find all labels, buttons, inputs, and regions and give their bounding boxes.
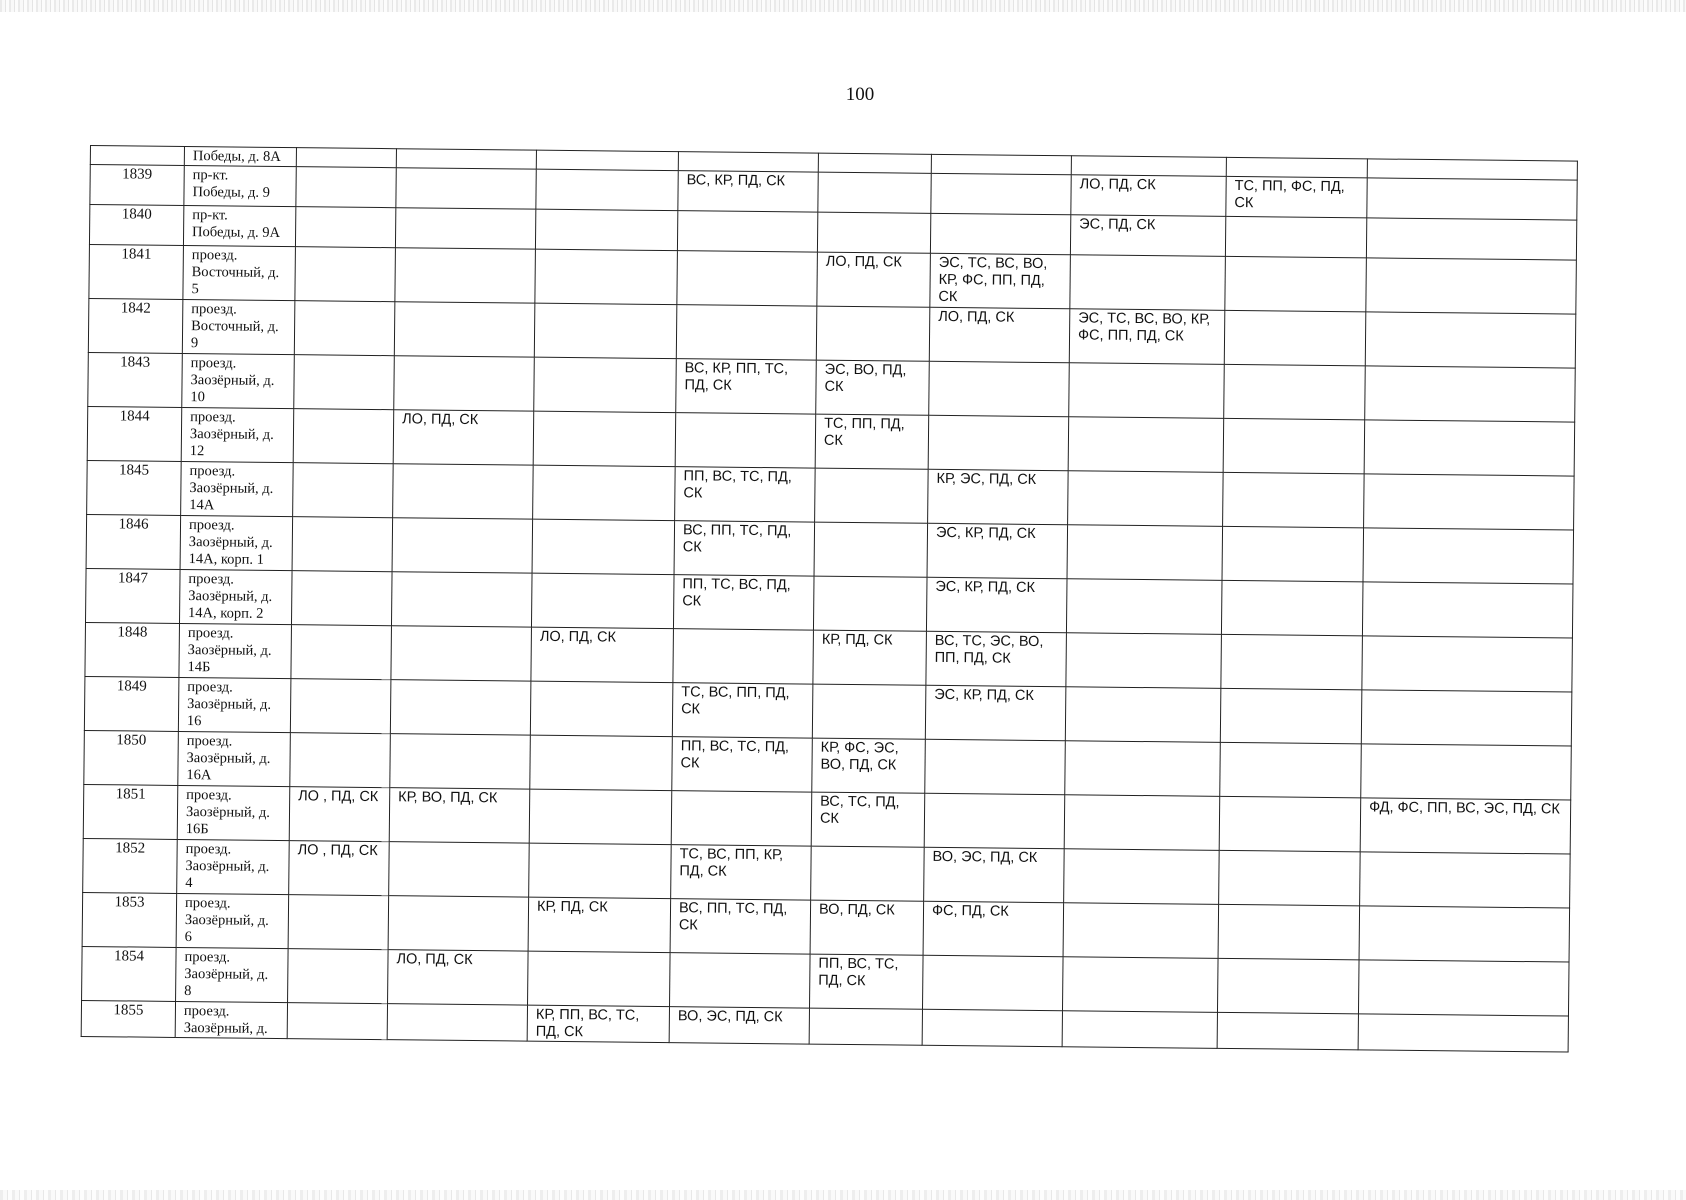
address-cell: проезд. Заозёрный, д. 14А, корп. 1	[180, 515, 293, 570]
service-codes-cell	[678, 152, 818, 172]
service-codes-cell	[1220, 742, 1362, 797]
service-codes-cell	[291, 571, 392, 626]
service-codes-cell	[1064, 795, 1220, 851]
service-codes-cell	[536, 150, 678, 170]
service-codes-cell: ЭС, ТС, ВС, ВО, КР, ФС, ПП, ПД, СК	[1069, 309, 1225, 365]
service-codes-cell: КР, ВО, ПД, СК	[389, 788, 530, 843]
service-codes-cell	[1362, 636, 1573, 692]
service-codes-cell	[1361, 690, 1572, 746]
service-codes-cell	[293, 463, 394, 518]
service-codes-cell	[815, 468, 929, 523]
service-codes-cell: ВС, ПП, ТС, ПД, СК	[670, 899, 811, 954]
address-cell: проезд. Заозёрный, д. 16	[178, 677, 291, 732]
service-codes-cell	[671, 791, 812, 846]
service-codes-cell	[817, 212, 930, 253]
row-number-cell	[90, 146, 184, 166]
service-codes-cell	[1224, 364, 1366, 419]
service-codes-cell	[395, 208, 535, 249]
service-codes-cell	[809, 1008, 922, 1045]
service-codes-cell	[391, 626, 532, 681]
service-codes-cell: ЛО, ПД, СК	[388, 950, 529, 1005]
service-codes-cell	[1068, 417, 1224, 473]
service-codes-cell	[1066, 579, 1222, 635]
service-codes-cell	[931, 154, 1071, 174]
service-codes-cell	[1069, 363, 1225, 419]
service-codes-cell	[812, 684, 926, 739]
service-codes-cell	[1358, 1014, 1568, 1052]
service-codes-cell: КР, ПП, ВС, ТС, ПД, СК	[527, 1005, 669, 1042]
service-codes-cell: ВС, КР, ПП, ТС, ПД, СК	[676, 359, 817, 414]
service-codes-cell	[294, 301, 395, 356]
row-number-cell: 1842	[88, 298, 183, 353]
service-codes-cell	[534, 357, 677, 412]
service-codes-cell	[677, 251, 818, 306]
service-codes-cell	[388, 896, 529, 951]
service-codes-cell	[536, 169, 678, 210]
service-codes-cell	[1221, 634, 1363, 689]
address-cell: проезд. Заозёрный, д. 16Б	[177, 785, 290, 840]
service-codes-cell	[929, 361, 1070, 416]
row-number-cell: 1846	[86, 514, 181, 569]
scan-edge-top	[0, 0, 1686, 12]
service-codes-cell: ВО, ПД, СК	[810, 900, 924, 955]
service-codes-cell	[814, 522, 928, 577]
row-number-cell: 1852	[83, 838, 178, 893]
service-codes-cell: ТС, ВС, ПП, ПД, СК	[672, 683, 813, 738]
service-codes-cell	[532, 519, 675, 574]
service-codes-cell	[1064, 849, 1220, 905]
row-number-cell: 1847	[85, 568, 180, 623]
service-codes-cell	[534, 303, 677, 358]
service-codes-cell	[1366, 258, 1577, 314]
service-codes-cell	[922, 955, 1063, 1010]
service-codes-cell	[930, 213, 1070, 254]
service-codes-cell	[295, 207, 395, 248]
row-number-cell: 1854	[82, 946, 177, 1001]
address-cell: Победы, д. 8А	[184, 146, 296, 166]
service-codes-cell: КР, ЭС, ПД, СК	[928, 469, 1069, 524]
service-codes-cell	[1225, 256, 1367, 311]
service-codes-cell: ЛО , ПД, СК	[289, 787, 390, 842]
service-codes-cell	[287, 1003, 387, 1040]
address-cell: проезд. Заозёрный, д.	[175, 1001, 287, 1038]
service-codes-cell	[1067, 525, 1223, 581]
service-codes-cell: ТС, ВС, ПП, КР, ПД, СК	[671, 845, 812, 900]
service-codes-cell	[392, 518, 533, 573]
service-codes-cell	[288, 949, 389, 1004]
table-body	[81, 146, 1577, 1053]
service-codes-cell	[1226, 157, 1367, 177]
service-codes-cell	[1065, 687, 1221, 743]
service-codes-cell	[1365, 312, 1576, 368]
service-codes-cell: ФД, ФС, ПП, ВС, ЭС, ПД, СК	[1360, 798, 1571, 854]
service-codes-cell	[1071, 156, 1226, 177]
service-codes-cell	[1217, 1012, 1358, 1049]
service-codes-cell	[533, 411, 676, 466]
service-codes-cell	[1219, 796, 1361, 851]
service-codes-cell	[924, 793, 1065, 848]
service-codes-cell	[396, 149, 536, 169]
service-codes-cell	[1362, 582, 1573, 638]
service-codes-cell	[1219, 850, 1361, 905]
service-codes-cell	[296, 167, 396, 208]
row-number-cell: 1843	[88, 352, 183, 407]
row-number-cell: 1851	[83, 784, 178, 839]
service-codes-cell	[396, 168, 536, 209]
service-codes-cell	[1062, 1011, 1217, 1049]
row-number-cell: 1845	[87, 460, 182, 515]
service-codes-cell: ВО, ЭС, ПД, СК	[669, 1007, 809, 1044]
service-codes-cell: ВС, КР, ПД, СК	[678, 171, 818, 212]
service-codes-cell	[290, 733, 391, 788]
service-codes-cell: ЛО, ПД, СК	[1071, 175, 1226, 217]
page-number: 100	[845, 84, 875, 105]
service-codes-cell: ЭС, КР, ПД, СК	[925, 685, 1066, 740]
service-codes-cell	[529, 789, 672, 844]
service-codes-cell	[1223, 472, 1365, 527]
service-codes-cell	[1065, 741, 1221, 797]
service-codes-cell	[1068, 471, 1224, 527]
service-codes-cell	[288, 895, 389, 950]
service-codes-cell	[1224, 310, 1366, 365]
service-codes-cell	[813, 576, 927, 631]
service-codes-cell	[1217, 958, 1359, 1013]
service-codes-cell: ПП, ТС, ВС, ПД, СК	[673, 575, 814, 630]
service-codes-cell: ЛО, ПД, СК	[817, 252, 931, 307]
service-codes-cell	[1223, 418, 1365, 473]
service-codes-cell: ПП, ВС, ТС, ПД, СК	[810, 954, 924, 1009]
service-codes-cell	[389, 842, 530, 897]
service-codes-cell	[1358, 960, 1569, 1016]
service-codes-cell: ТС, ПП, ФС, ПД, СК	[1226, 176, 1367, 217]
address-cell: проезд. Заозёрный, д. 6	[176, 893, 289, 948]
service-codes-cell: ВС, ТС, ПД, СК	[811, 792, 925, 847]
service-codes-cell	[1364, 474, 1575, 530]
row-number-cell: 1841	[89, 244, 184, 299]
service-codes-cell: ЛО , ПД, СК	[289, 841, 390, 896]
service-codes-cell: КР, ФС, ЭС, ВО, ПД, СК	[812, 738, 926, 793]
service-codes-cell	[535, 249, 678, 304]
service-codes-cell	[1221, 580, 1363, 635]
service-codes-cell	[1365, 366, 1576, 422]
service-codes-cell	[925, 739, 1066, 794]
row-number-cell: 1849	[84, 676, 179, 731]
address-cell: пр-кт. Победы, д. 9А	[183, 205, 295, 246]
row-number-cell: 1848	[85, 622, 180, 677]
service-codes-cell: ЭС, КР, ПД, СК	[927, 523, 1068, 578]
service-codes-cell	[1070, 255, 1226, 311]
service-codes-cell	[292, 517, 393, 572]
service-codes-cell	[531, 573, 674, 628]
address-cell: проезд. Заозёрный, д. 14Б	[179, 623, 292, 678]
service-codes-cell	[1361, 744, 1572, 800]
service-codes-cell	[387, 1004, 527, 1041]
service-codes-cell: ЛО, ПД, СК	[531, 627, 674, 682]
service-codes-cell	[395, 248, 536, 303]
row-number-cell: 1853	[82, 892, 177, 947]
service-codes-cell	[1364, 420, 1575, 476]
service-codes-cell	[811, 846, 925, 901]
service-codes-cell	[290, 679, 391, 734]
service-codes-cell	[293, 409, 394, 464]
service-codes-cell	[818, 172, 931, 213]
schedule-table	[81, 145, 1578, 1053]
address-cell: проезд. Восточный, д. 9	[182, 299, 295, 354]
service-codes-cell	[528, 951, 671, 1006]
address-cell: проезд. Заозёрный, д. 10	[182, 353, 295, 408]
address-cell: пр-кт. Победы, д. 9	[184, 165, 296, 206]
service-codes-cell	[1363, 528, 1574, 584]
service-codes-cell: ЭС, КР, ПД, СК	[926, 577, 1067, 632]
service-codes-cell	[535, 209, 677, 250]
service-codes-cell	[295, 247, 396, 302]
scan-edge-bottom	[0, 1190, 1686, 1200]
service-codes-cell	[391, 572, 532, 627]
row-number-cell: 1840	[89, 205, 183, 246]
service-codes-cell	[928, 415, 1069, 470]
service-codes-cell	[675, 413, 816, 468]
service-codes-cell	[1225, 216, 1366, 257]
service-codes-cell	[390, 734, 531, 789]
service-codes-cell	[530, 735, 673, 790]
service-codes-cell: ЭС, ВО, ПД, СК	[816, 360, 930, 415]
service-codes-cell	[393, 464, 534, 519]
service-codes-cell	[1063, 903, 1219, 959]
service-codes-cell	[529, 843, 672, 898]
service-codes-cell: ВС, ПП, ТС, ПД, СК	[674, 521, 815, 576]
address-cell: проезд. Заозёрный, д. 14А	[181, 461, 294, 516]
service-codes-cell: ЛО, ПД, СК	[393, 410, 534, 465]
service-codes-cell	[1220, 688, 1362, 743]
service-codes-cell	[1066, 633, 1222, 689]
service-codes-cell: ТС, ПП, ПД, СК	[815, 414, 929, 469]
service-codes-cell	[677, 211, 817, 252]
service-codes-cell	[670, 953, 811, 1008]
service-codes-cell	[294, 355, 395, 410]
service-codes-cell: КР, ПД, СК	[813, 630, 927, 685]
service-codes-cell: ФС, ПД, СК	[923, 901, 1064, 956]
service-codes-cell: ЭС, ТС, ВС, ВО, КР, ФС, ПП, ПД, СК	[930, 253, 1071, 308]
service-codes-cell	[1367, 159, 1577, 180]
schedule-table-wrapper	[81, 145, 1578, 1053]
address-cell: проезд. Заозёрный, д. 16А	[178, 731, 291, 786]
service-codes-cell	[533, 465, 676, 520]
service-codes-cell: ЭС, ПД, СК	[1070, 215, 1225, 257]
address-cell: проезд. Восточный, д. 5	[183, 245, 296, 300]
service-codes-cell: ПП, ВС, ТС, ПД, СК	[675, 467, 816, 522]
service-codes-cell	[931, 173, 1071, 214]
service-codes-cell	[816, 306, 930, 361]
service-codes-cell: ПП, ВС, ТС, ПД, СК	[672, 737, 813, 792]
address-cell: проезд. Заозёрный, д. 14А, корп. 2	[179, 569, 292, 624]
service-codes-cell	[394, 302, 535, 357]
service-codes-cell	[1360, 852, 1571, 908]
service-codes-cell	[296, 148, 396, 168]
service-codes-cell	[390, 680, 531, 735]
row-number-cell: 1855	[81, 1000, 175, 1037]
service-codes-cell	[291, 625, 392, 680]
address-cell: проезд. Заозёрный, д. 8	[176, 947, 289, 1002]
address-cell: проезд. Заозёрный, д. 4	[177, 839, 290, 894]
service-codes-cell	[1359, 906, 1570, 962]
service-codes-cell	[1218, 904, 1360, 959]
service-codes-cell: КР, ПД, СК	[528, 897, 671, 952]
service-codes-cell	[1222, 526, 1364, 581]
service-codes-cell	[1062, 957, 1218, 1013]
service-codes-cell	[394, 356, 535, 411]
row-number-cell: 1844	[87, 406, 182, 461]
service-codes-cell: ЛО, ПД, СК	[929, 307, 1070, 362]
service-codes-cell	[1366, 218, 1576, 260]
address-cell: проезд. Заозёрный, д. 12	[181, 407, 294, 462]
service-codes-cell	[673, 629, 814, 684]
service-codes-cell	[818, 153, 931, 173]
row-number-cell: 1850	[84, 730, 179, 785]
service-codes-cell: ВО, ЭС, ПД, СК	[924, 847, 1065, 902]
service-codes-cell	[1367, 178, 1577, 220]
service-codes-cell	[922, 1009, 1062, 1046]
row-number-cell: 1839	[90, 165, 184, 206]
service-codes-cell	[676, 305, 817, 360]
service-codes-cell: ВС, ТС, ЭС, ВО, ПП, ПД, СК	[926, 631, 1067, 686]
service-codes-cell	[530, 681, 673, 736]
